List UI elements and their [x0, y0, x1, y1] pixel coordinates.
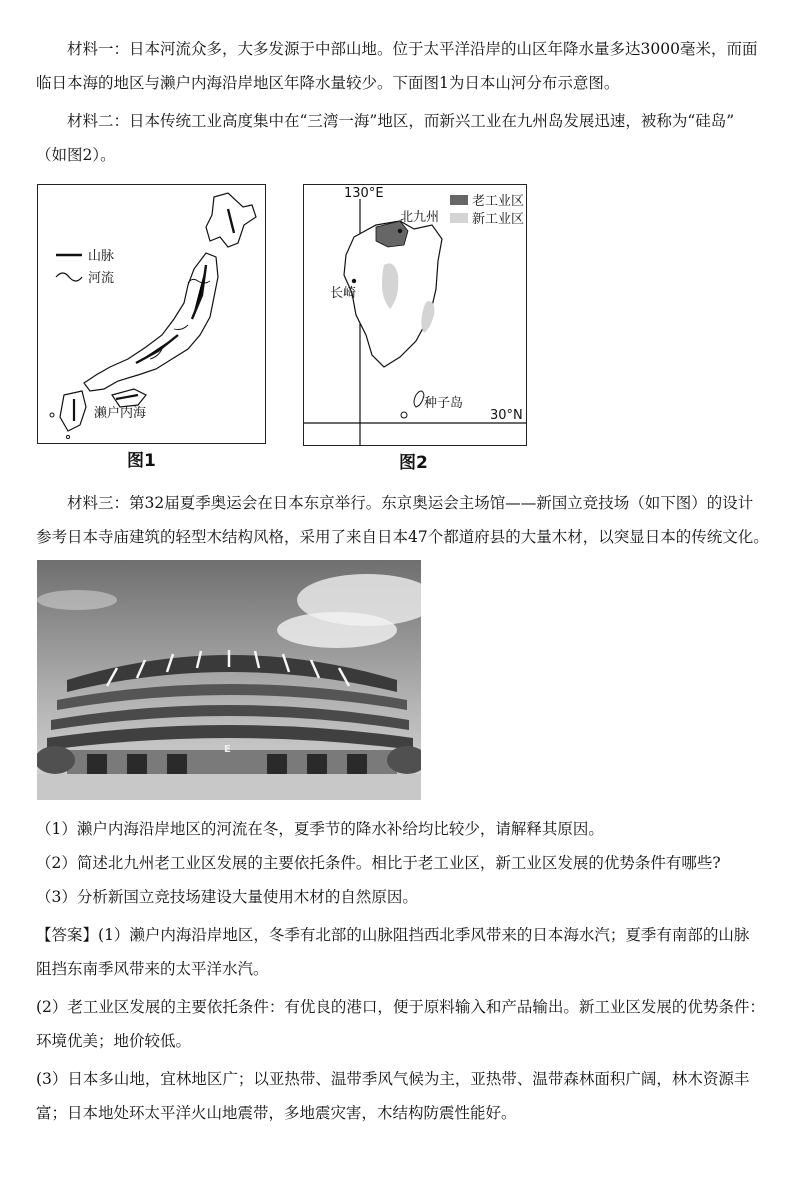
- answer-3-line2: 富；日本地处环太平洋火山地震带，多地震灾害，木结构防震性能好。: [36, 1104, 517, 1122]
- old-industrial-legend-swatch: [450, 195, 468, 205]
- answer-3-line1: (3）日本多山地，宜林地区广；以亚热带、温带季风气候为主，亚热带、温带森林面积广阔，林木资源丰: [36, 1070, 750, 1088]
- figure1-caption: 图1: [127, 451, 156, 471]
- label-seto-inland-sea: 濑户内海: [94, 406, 147, 421]
- label-tanegashima: 种子岛: [424, 396, 464, 411]
- answer-2-line2: 环境优美；地价较低。: [36, 1032, 192, 1050]
- answer-tag: 【答案】: [36, 926, 99, 944]
- legend-mountain: 山脉: [88, 249, 115, 264]
- material1-line1: 材料一：日本河流众多，大多发源于中部山地。位于太平洋沿岸的山区年降水量多达3000毫米，而面: [67, 40, 758, 58]
- river-legend-icon: [56, 273, 82, 281]
- stadium-photo: [37, 560, 421, 800]
- material2-line2: （如图2）。: [36, 146, 116, 164]
- figure1-map: [37, 184, 266, 444]
- kyushu-map-svg: [304, 185, 526, 445]
- question-2: （2）简述北九州老工业区发展的主要依托条件。相比于老工业区，新工业区发展的优势条件有哪些?: [36, 854, 721, 872]
- material3-line1: 材料三：第32届夏季奥运会在日本东京举行。东京奥运会主场馆——新国立竞技场（如下图）的设计: [67, 494, 754, 512]
- material1-line2: 临日本海的地区与濑户内海沿岸地区年降水量较少。下面图1为日本山河分布示意图。: [36, 74, 620, 92]
- legend-river: 河流: [88, 271, 115, 286]
- material2-line1: 材料二：日本传统工业高度集中在“三湾一海”地区，而新兴工业在九州岛发展迅速，被称为“硅岛”: [67, 112, 735, 130]
- legend-old-industrial: 老工业区: [472, 194, 525, 209]
- label-nagasaki: 长崎: [330, 286, 357, 301]
- figure2-caption: 图2: [399, 453, 428, 473]
- answer-1-text: (1）濑户内海沿岸地区，冬季有北部的山脉阻挡西北季风带来的日本海水汽；夏季有南部的山脉: [98, 926, 750, 944]
- figure2-map: [303, 184, 527, 446]
- answer-1-line2: 阻挡东南季风带来的太平洋水汽。: [36, 960, 269, 978]
- japan-map-svg: [38, 185, 265, 443]
- lat-label: 30°N: [490, 408, 523, 423]
- gate-letter: E: [224, 744, 231, 755]
- answer-2-line1: (2）老工业区发展的主要依托条件：有优良的港口，便于原料输入和产品输出。新工业区发展的优势条件：: [36, 998, 765, 1016]
- label-kitakyushu: 北九州: [400, 210, 440, 225]
- answer-1-line1: [36, 918, 770, 952]
- question-3: （3）分析新国立竞技场建设大量使用木材的自然原因。: [36, 888, 418, 906]
- question-1: （1）濑户内海沿岸地区的河流在冬，夏季节的降水补给均比较少，请解释其原因。: [36, 820, 604, 838]
- lon-label: 130°E: [344, 186, 384, 201]
- material3-line2: 参考日本寺庙建筑的轻型木结构风格，采用了来自日本47个都道府县的大量木材，以突显日本的传统文化。: [36, 528, 769, 546]
- legend-new-industrial: 新工业区: [472, 212, 525, 227]
- new-industrial-legend-swatch: [450, 213, 468, 223]
